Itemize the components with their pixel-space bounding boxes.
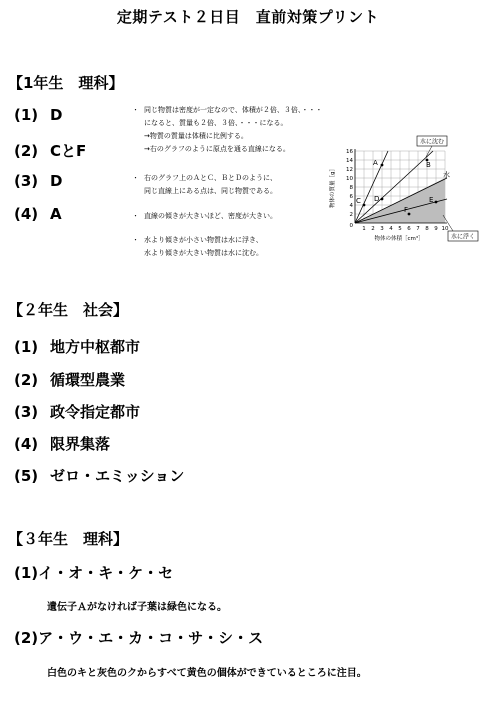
- answer-number: (3): [14, 172, 39, 190]
- point-label-e: E: [429, 196, 434, 204]
- grade2-answer-5: [14, 465, 184, 486]
- note-4: [132, 234, 263, 260]
- grade2-answer-4: [14, 433, 110, 454]
- answer-number: (4): [14, 205, 39, 223]
- answer-number: (1): [14, 106, 39, 124]
- svg-text:0: 0: [349, 223, 353, 229]
- svg-text:2: 2: [371, 226, 375, 232]
- grade3-answer-1: (1)イ・オ・キ・ケ・セ: [14, 564, 174, 582]
- point-label-a: A: [373, 159, 378, 167]
- note-line: 同じ直線上にある点は、同じ物質である。: [144, 187, 277, 195]
- grade3-explanation-1: 遺伝子Ａがなければ子葉は緑色になる。: [47, 602, 227, 613]
- svg-text:3: 3: [380, 226, 384, 232]
- grade2-answer-2: [14, 369, 125, 390]
- note-line: →物質の質量は体積に比例する。: [144, 132, 248, 140]
- svg-text:16: 16: [346, 149, 353, 155]
- note-3: [132, 210, 277, 223]
- point-label-d: D: [374, 195, 380, 203]
- svg-text:12: 12: [346, 167, 353, 173]
- svg-text:6: 6: [407, 226, 411, 232]
- answer-text: CとF: [50, 142, 87, 160]
- note-line: になると、質量も２倍、３倍、・・・になる。: [144, 119, 288, 127]
- svg-text:1: 1: [362, 226, 366, 232]
- answer-text: D: [50, 106, 63, 124]
- answer-text: A: [50, 205, 62, 223]
- svg-text:8: 8: [349, 185, 353, 191]
- answer-number: (2): [14, 142, 39, 160]
- answer-number: (3): [14, 403, 39, 421]
- grade1-heading: 【1年生 理科】: [8, 74, 124, 92]
- grade2-answer-1: [14, 336, 140, 357]
- grade2-answer-3: [14, 401, 140, 422]
- note-line: 右のグラフ上のＡとＣ、ＢとＤのように、: [144, 174, 277, 182]
- answer-number: (5): [14, 467, 39, 485]
- answer-text: D: [50, 172, 63, 190]
- svg-text:5: 5: [398, 226, 402, 232]
- note-line: 同じ物質は密度が一定なので、体積が２倍、３倍、・・・: [144, 106, 323, 114]
- answer-text: 政令指定都市: [50, 403, 141, 421]
- grade2-heading: 【２年生 社会】: [8, 301, 129, 319]
- density-graph: [325, 135, 485, 250]
- bullet: ・: [132, 174, 139, 182]
- sink-box-label: 水に沈む: [419, 138, 445, 146]
- point-label-f: F: [404, 206, 409, 214]
- answer-text: 地方中枢都市: [50, 338, 141, 356]
- answer-text: ゼロ・エミッション: [50, 467, 185, 485]
- note-line: 水より傾きが小さい物質は水に浮き、: [144, 236, 263, 244]
- grade3-answer-2: (2)ア・ウ・エ・カ・コ・サ・シ・ス: [14, 629, 264, 647]
- x-axis-label: 物体の体積［cm³］: [374, 236, 424, 242]
- note-line: 直線の傾きが大きいほど、密度が大きい。: [144, 212, 277, 220]
- answer-text: 限界集落: [50, 435, 111, 453]
- svg-text:8: 8: [425, 226, 429, 232]
- water-line-label: 水: [443, 171, 450, 179]
- grade1-answer-3: [14, 172, 62, 190]
- bullet: ・: [132, 236, 139, 244]
- svg-text:2: 2: [349, 212, 353, 218]
- x-tick-labels: [362, 226, 449, 232]
- answer-number: (2): [14, 371, 39, 389]
- grade3-heading: 【３年生 理科】: [8, 530, 129, 548]
- svg-text:10: 10: [441, 226, 449, 232]
- point-label-b: B: [426, 161, 431, 169]
- svg-text:14: 14: [346, 158, 353, 164]
- svg-text:4: 4: [389, 226, 393, 232]
- answer-text: 循環型農業: [50, 371, 126, 389]
- svg-text:4: 4: [349, 203, 353, 209]
- answer-number: (4): [14, 435, 39, 453]
- svg-text:9: 9: [434, 226, 438, 232]
- note-2: [132, 172, 277, 198]
- float-box-label: 水に浮く: [450, 233, 476, 241]
- note-line: 水より傾きが大きい物質は水に沈む。: [144, 249, 263, 257]
- answer-number: (1): [14, 338, 39, 356]
- note-1: [132, 104, 322, 156]
- svg-text:6: 6: [349, 194, 353, 200]
- grade3-explanation-2: 白色のキと灰色のクからすべて黄色の個体ができているところに注目。: [47, 668, 367, 679]
- page-title: 定期テスト２日目 直前対策プリント: [116, 8, 380, 26]
- note-line: →右のグラフのように原点を通る直線になる。: [144, 145, 290, 153]
- grade1-answer-1: [14, 106, 62, 124]
- y-axis-label: 物体の質量［g］: [330, 166, 336, 208]
- bullet: ・: [132, 212, 139, 220]
- svg-text:10: 10: [346, 176, 353, 182]
- svg-text:7: 7: [416, 226, 420, 232]
- grade1-answer-4: [14, 205, 62, 223]
- grade1-answer-2: [14, 140, 86, 161]
- point-label-c: C: [356, 197, 361, 205]
- y-tick-labels: [346, 149, 354, 229]
- bullet: ・: [132, 106, 139, 114]
